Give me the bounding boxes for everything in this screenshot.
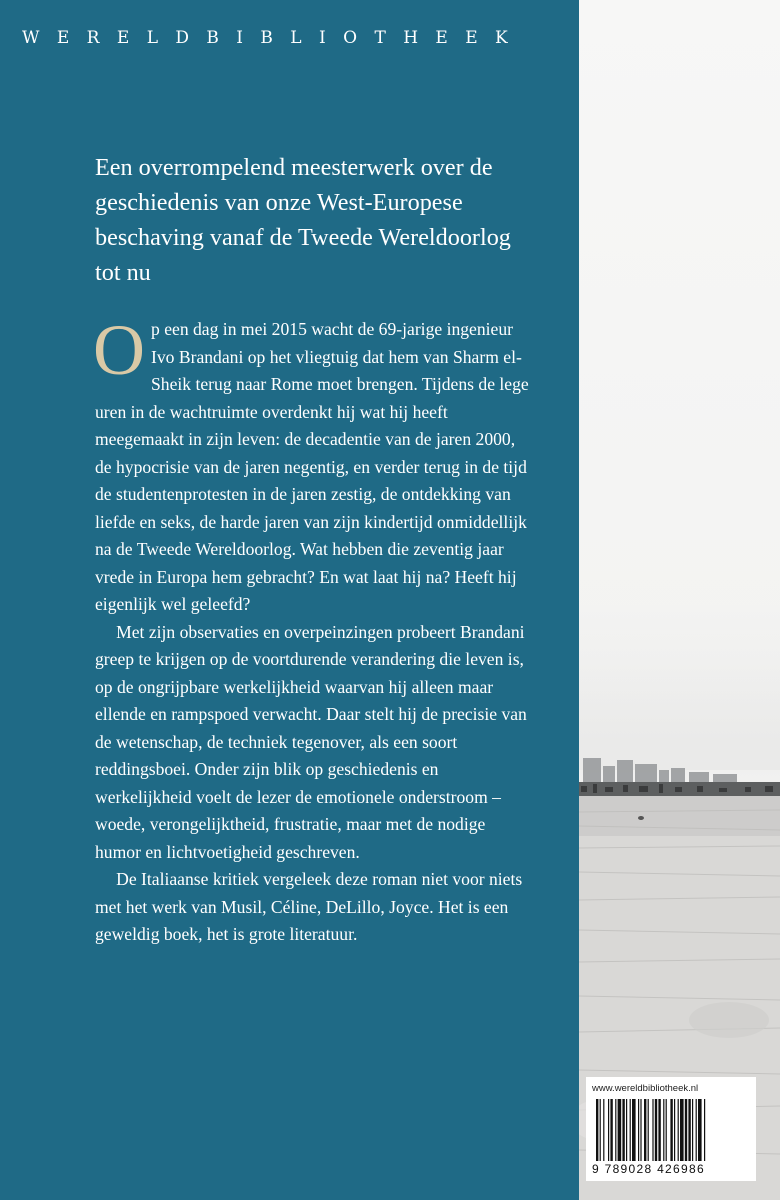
- tagline: Een overrompelend meesterwerk over de geschiedenis van onze West-Europese beschaving vanaf de Tweede Wereldoorlog tot nu: [95, 154, 511, 286]
- barcode-bar: [652, 1099, 653, 1161]
- barcode-bar: [655, 1099, 657, 1161]
- blurb-paragraph-3: De Italiaanse kritiek vergeleek deze roman niet voor niets met het werk van Musil, Céline, DeLillo, Joyce. Het is een geweldig boek, het is grote literatuur.: [95, 869, 523, 944]
- barcode-bar: [696, 1099, 697, 1161]
- barcode-bar: [640, 1099, 641, 1161]
- barcode-bar: [596, 1099, 598, 1161]
- isbn-number: 9 789028 426986: [592, 1162, 705, 1176]
- barcode: [594, 1099, 748, 1163]
- barcode-bar: [603, 1099, 604, 1161]
- barcode-bar: [666, 1099, 667, 1161]
- barcode-bar: [698, 1099, 702, 1161]
- barcode-bar: [630, 1099, 631, 1161]
- barcode-bar: [608, 1099, 609, 1161]
- barcode-bar: [670, 1099, 672, 1161]
- barcode-bar: [622, 1099, 624, 1161]
- beach-scene-illustration: [579, 0, 780, 1200]
- blurb-paragraph-2: Met zijn observaties en overpeinzingen probeert Brandani greep te krijgen op de voortdurende verandering die leven is, op de ongrijpbare werkelijkheid waarvan hij alleen maar ellende en rampspoed verwacht. Daar stelt hij de precisie van de wetenschap, de techniek tegenover, als een soort reddingsboei. Onder zijn blik op geschiedenis en werkelijkheid voelt de lezer de emotionele onderstroom – woede, verongelijktheid, frustratie, maar met de nodige humor en lichtvoetigheid geschreven.: [95, 621, 527, 862]
- barcode-bar: [610, 1099, 612, 1161]
- series-title: WERELDBIBLIOTHEEK: [22, 28, 526, 48]
- barcode-bar: [618, 1099, 622, 1161]
- barcode-bar: [688, 1099, 690, 1161]
- publisher-url: www.wereldbibliotheek.nl: [592, 1083, 699, 1094]
- barcode-bar: [674, 1099, 675, 1161]
- barcode-bar: [644, 1099, 646, 1161]
- barcode-bar: [632, 1099, 636, 1161]
- barcode-bar: [663, 1099, 664, 1161]
- barcode-bar: [678, 1099, 679, 1161]
- drop-cap: O: [93, 310, 145, 390]
- barcode-bar: [600, 1099, 601, 1161]
- barcode-bar: [626, 1099, 627, 1161]
- barcode-bar: [615, 1099, 616, 1161]
- blurb-paragraph-1-text: p een dag in mei 2015 wacht de 69-jarige ingenieur Ivo Brandani op het vliegtuig dat hem van Sharm el-Sheik terug naar Rome moet brengen. Tijdens de lege uren in de wachtruimte overdenkt hij wat hij heeft meegemaakt in zijn leven: de decadentie van de jaren 2000, de hypocrisie van de jaren negentig, en verder terug in de tijd de studentenprotesten in de jaren zestig, de ontdekking van liefde en seks, de harde jaren van zijn kindertijd onmiddellijk na de Tweede Wereldoorlog. Wat hebben die zeventig jaar vrede in Europa hem gebracht? En wat laat hij na? Heeft hij eigenlijk wel geleefd?: [95, 319, 529, 614]
- barcode-bar: [692, 1099, 693, 1161]
- beach-photo: [579, 0, 780, 1200]
- barcode-bar: [704, 1099, 705, 1161]
- barcode-bar: [648, 1099, 649, 1161]
- barcode-bar: [680, 1099, 684, 1161]
- barcode-bar: [638, 1099, 639, 1161]
- barcode-bar: [658, 1099, 660, 1161]
- blurb-text: [93, 310, 535, 949]
- barcode-label: [586, 1077, 756, 1181]
- barcode-bar: [685, 1099, 687, 1161]
- blurb-paragraph-1: [93, 310, 535, 619]
